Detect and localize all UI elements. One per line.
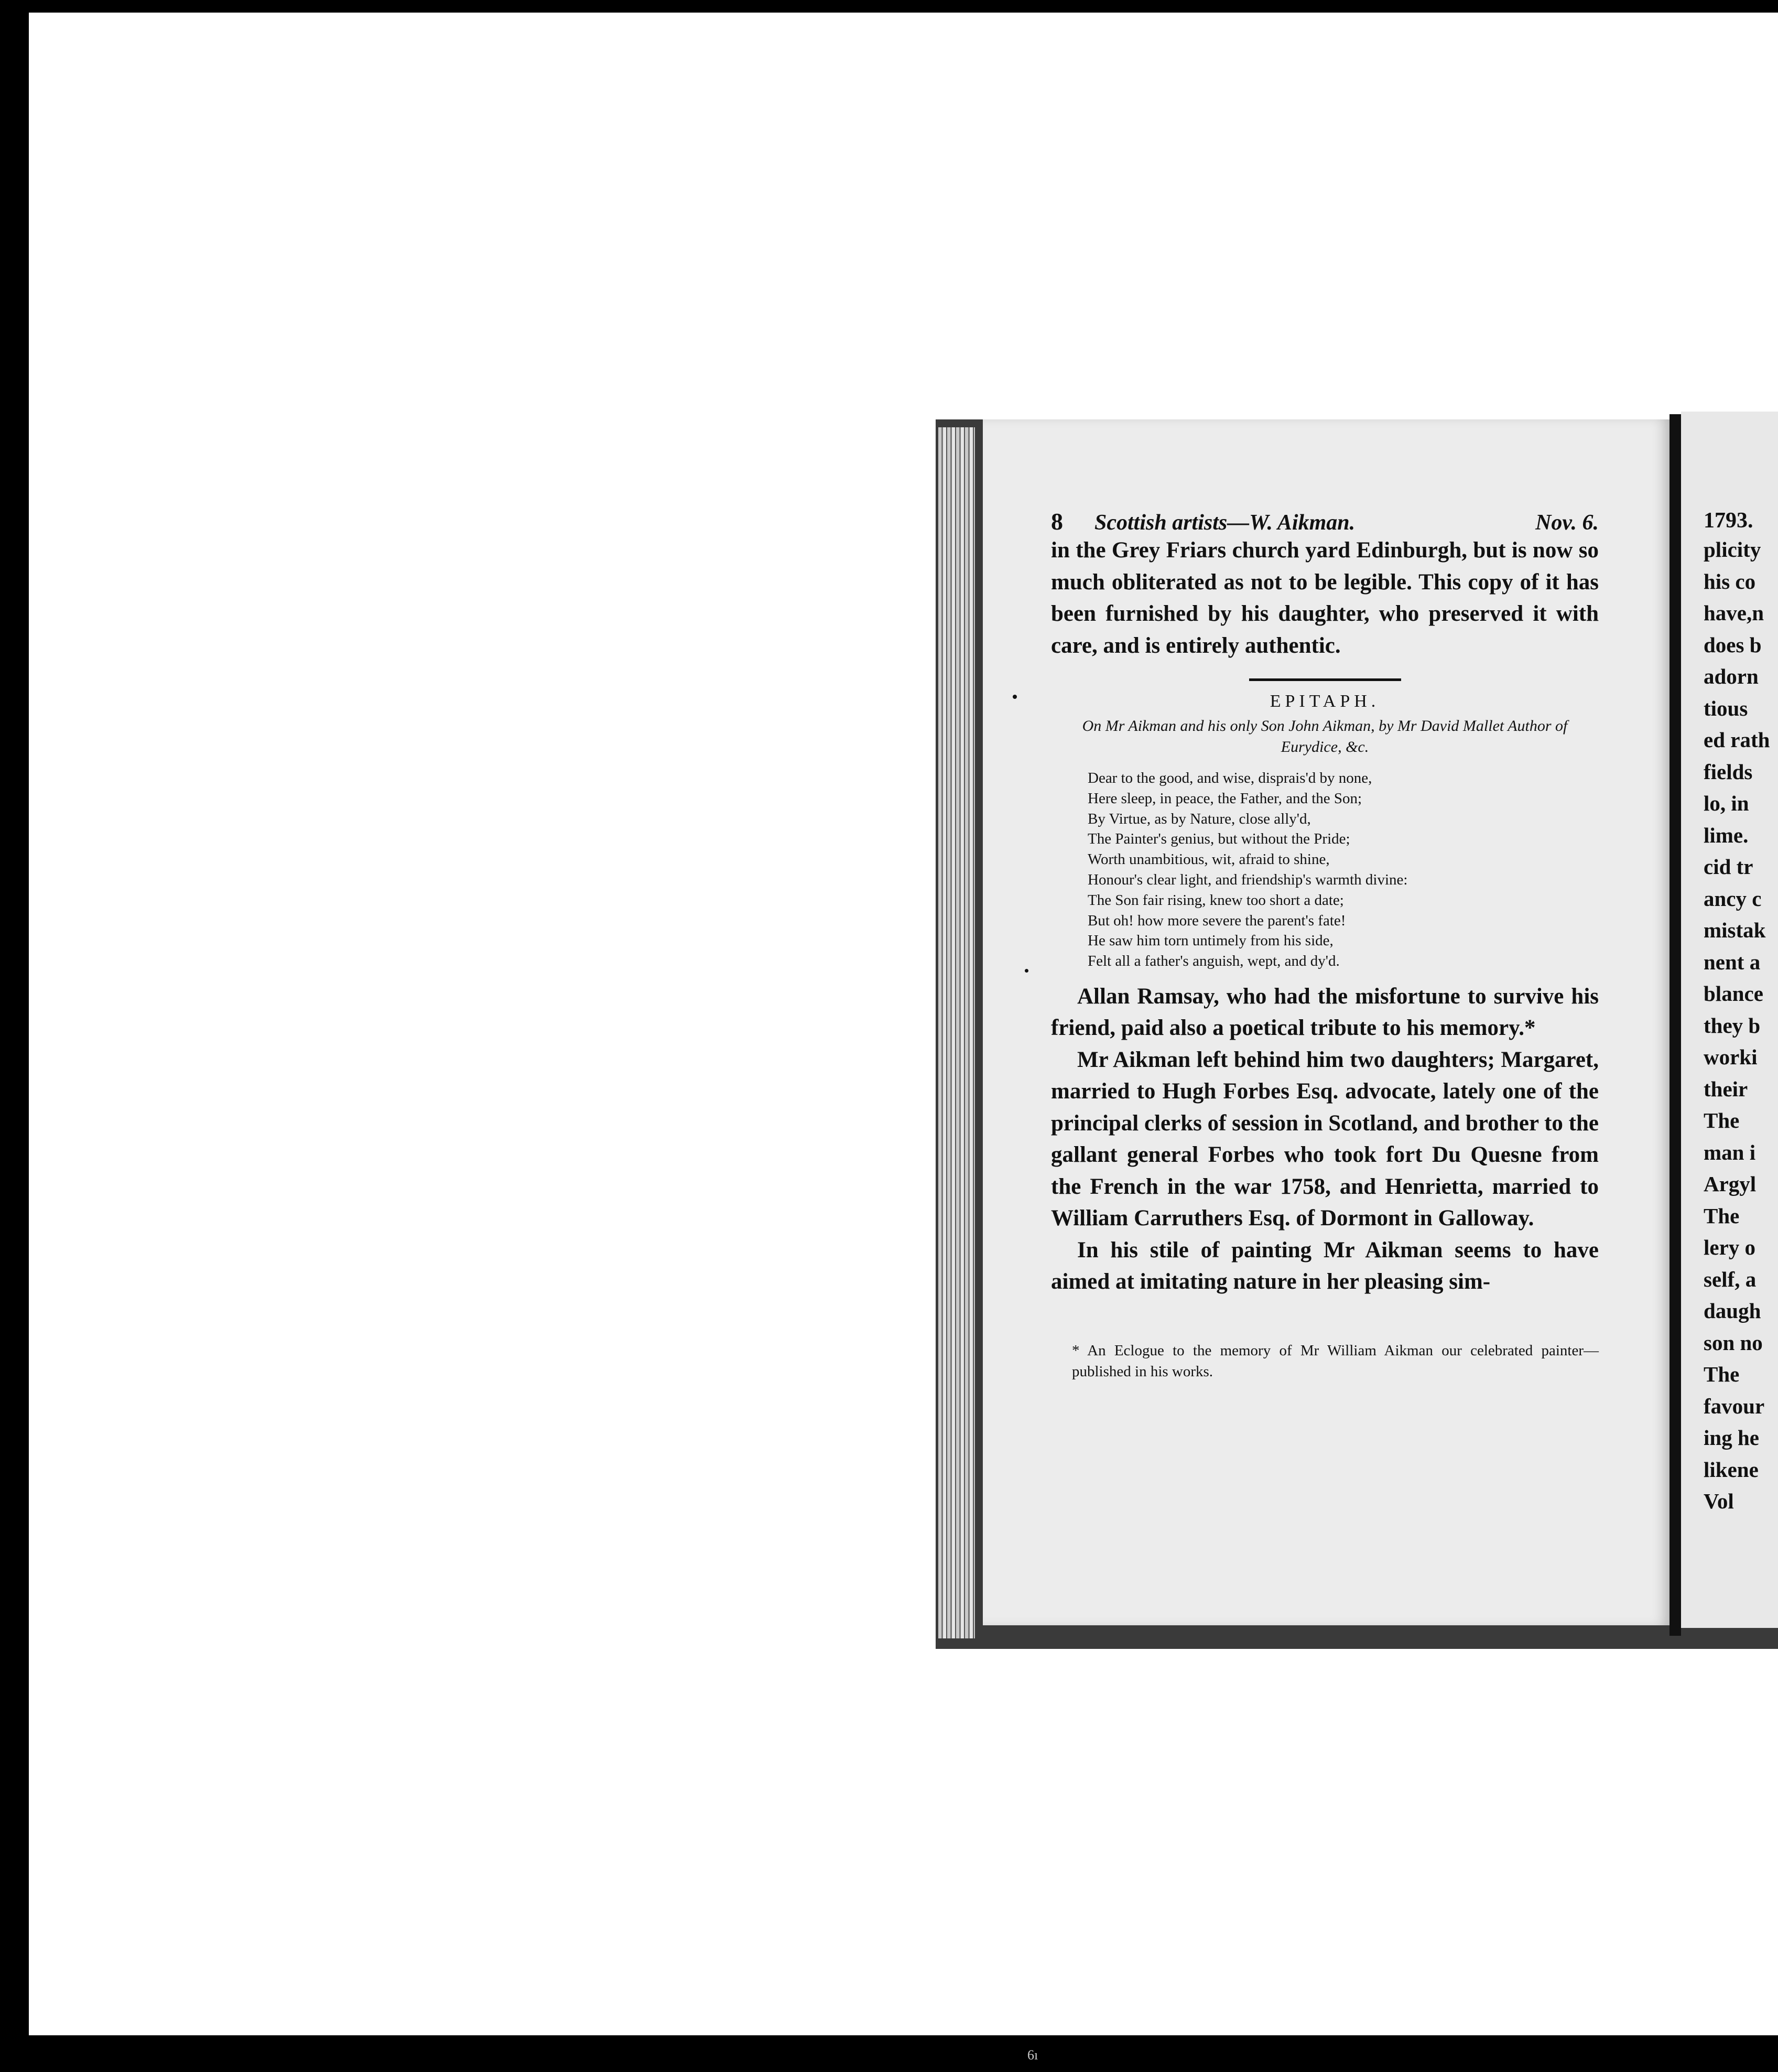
right-line-fragment: The — [1704, 1362, 1740, 1386]
running-date: Nov. 6. — [1535, 511, 1599, 535]
paragraph: Mr Aikman left behind him two daughters; Margaret, married to Hugh Forbes Esq. advocate, lately one of the principal clerks of session in Scotland, and brother to the gallant general Forbes who took fort Du Quesne from the French in the war 1758, and Henrietta, married to William Carruthers Esq. of Dormont in Galloway. — [1051, 1047, 1599, 1231]
paragraph: Allan Ramsay, who had the misfortune to survive his friend, paid also a poetical tribute to his memory.* — [1051, 984, 1599, 1041]
right-line-fragment: daugh — [1704, 1299, 1761, 1323]
poem-line: Worth unambitious, wit, afraid to shine, — [1088, 851, 1330, 868]
right-line-fragment: ancy c — [1704, 886, 1762, 911]
paragraph: in the Grey Friars church yard Edinburgh, but is now so much obliterated as not to be legible. This copy of it has been furnished by his daughter, who preserved it with care, and is entirely authentic. — [1051, 538, 1599, 658]
right-line-fragment: favour — [1704, 1394, 1765, 1418]
right-line-fragment: plicity — [1704, 537, 1761, 562]
right-line-fragments — [1704, 534, 1778, 1517]
right-line-fragment: Vol — [1704, 1489, 1734, 1513]
section-rule — [1249, 678, 1401, 681]
footnote-text: * An Eclogue to the memory of Mr William Aikman our celebrated painter—published in his works. — [1072, 1342, 1599, 1380]
right-line-fragment: does b — [1704, 632, 1762, 657]
right-line-fragment: The — [1704, 1203, 1740, 1228]
poem-line: But oh! how more severe the parent's fate! — [1088, 912, 1346, 929]
running-title: Scottish artists—W. Aikman. — [1094, 511, 1356, 535]
footnote — [1051, 1340, 1599, 1382]
right-line-fragment: worki — [1704, 1045, 1758, 1069]
poem-line: The Son fair rising, knew too short a date; — [1088, 891, 1344, 909]
poem-line: He saw him torn untimely from his side, — [1088, 932, 1334, 949]
poem-line: Honour's clear light, and friendship's warmth divine: — [1088, 871, 1408, 888]
poem-line: Here sleep, in peace, the Father, and the Son; — [1088, 790, 1362, 807]
epitaph-subheading: On Mr Aikman and his only Son John Aikman, by Mr David Mallet Author of Eurydice, &c. — [1082, 717, 1568, 756]
right-line-fragment: his co — [1704, 569, 1756, 593]
right-line-fragment: have,n — [1704, 601, 1764, 625]
right-line-fragment: adorn — [1704, 664, 1759, 688]
poem-line: The Painter's genius, but without the Pride; — [1088, 830, 1350, 848]
right-line-fragment: man i — [1704, 1140, 1756, 1164]
body-text-bottom — [1051, 981, 1599, 1298]
epitaph-poem — [1088, 768, 1599, 972]
right-line-fragment: Argyl — [1704, 1172, 1757, 1196]
right-page-content — [1704, 508, 1778, 1517]
right-line-fragment: The — [1704, 1108, 1740, 1132]
book-gutter — [1669, 414, 1681, 1636]
page-number: 8 — [1051, 508, 1063, 535]
right-line-fragment: tious — [1704, 696, 1748, 720]
right-line-fragment: cid tr — [1704, 855, 1753, 879]
right-line-fragment: nent a — [1704, 949, 1761, 974]
scan-mark: 6ı — [1027, 2047, 1038, 2063]
right-line-fragment: their — [1704, 1076, 1748, 1101]
left-page-content — [1051, 508, 1599, 1382]
right-line-fragment: fields — [1704, 759, 1753, 784]
right-line-fragment: ing he — [1704, 1426, 1759, 1450]
right-line-fragment: lo, in — [1704, 791, 1749, 815]
right-line-fragment: lime. — [1704, 823, 1749, 847]
poem-line: By Virtue, as by Nature, close ally'd, — [1088, 810, 1311, 827]
right-line-fragment: son no — [1704, 1330, 1763, 1355]
body-text-top — [1051, 535, 1599, 662]
right-line-fragment: ed rath — [1704, 728, 1770, 752]
right-line-fragment: they b — [1704, 1013, 1761, 1038]
paragraph: In his stile of painting Mr Aikman seems to have aimed at imitating nature in her pleasing sim- — [1051, 1237, 1599, 1294]
page-edges — [938, 427, 975, 1638]
epitaph-heading: EPITAPH. — [1270, 692, 1380, 711]
poem-line: Felt all a father's anguish, wept, and dy'd. — [1088, 953, 1340, 970]
right-running-head: 1793. — [1704, 509, 1753, 533]
right-line-fragment: blance — [1704, 981, 1763, 1006]
poem-line: Dear to the good, and wise, disprais'd by none, — [1088, 770, 1372, 786]
right-line-fragment: likene — [1704, 1457, 1759, 1482]
scan-speck — [1013, 695, 1017, 699]
right-line-fragment: lery o — [1704, 1235, 1756, 1259]
right-line-fragment: self, a — [1704, 1267, 1757, 1291]
right-line-fragment: mistak — [1704, 918, 1766, 942]
scan-speck — [1025, 969, 1028, 973]
running-head — [1051, 508, 1599, 535]
